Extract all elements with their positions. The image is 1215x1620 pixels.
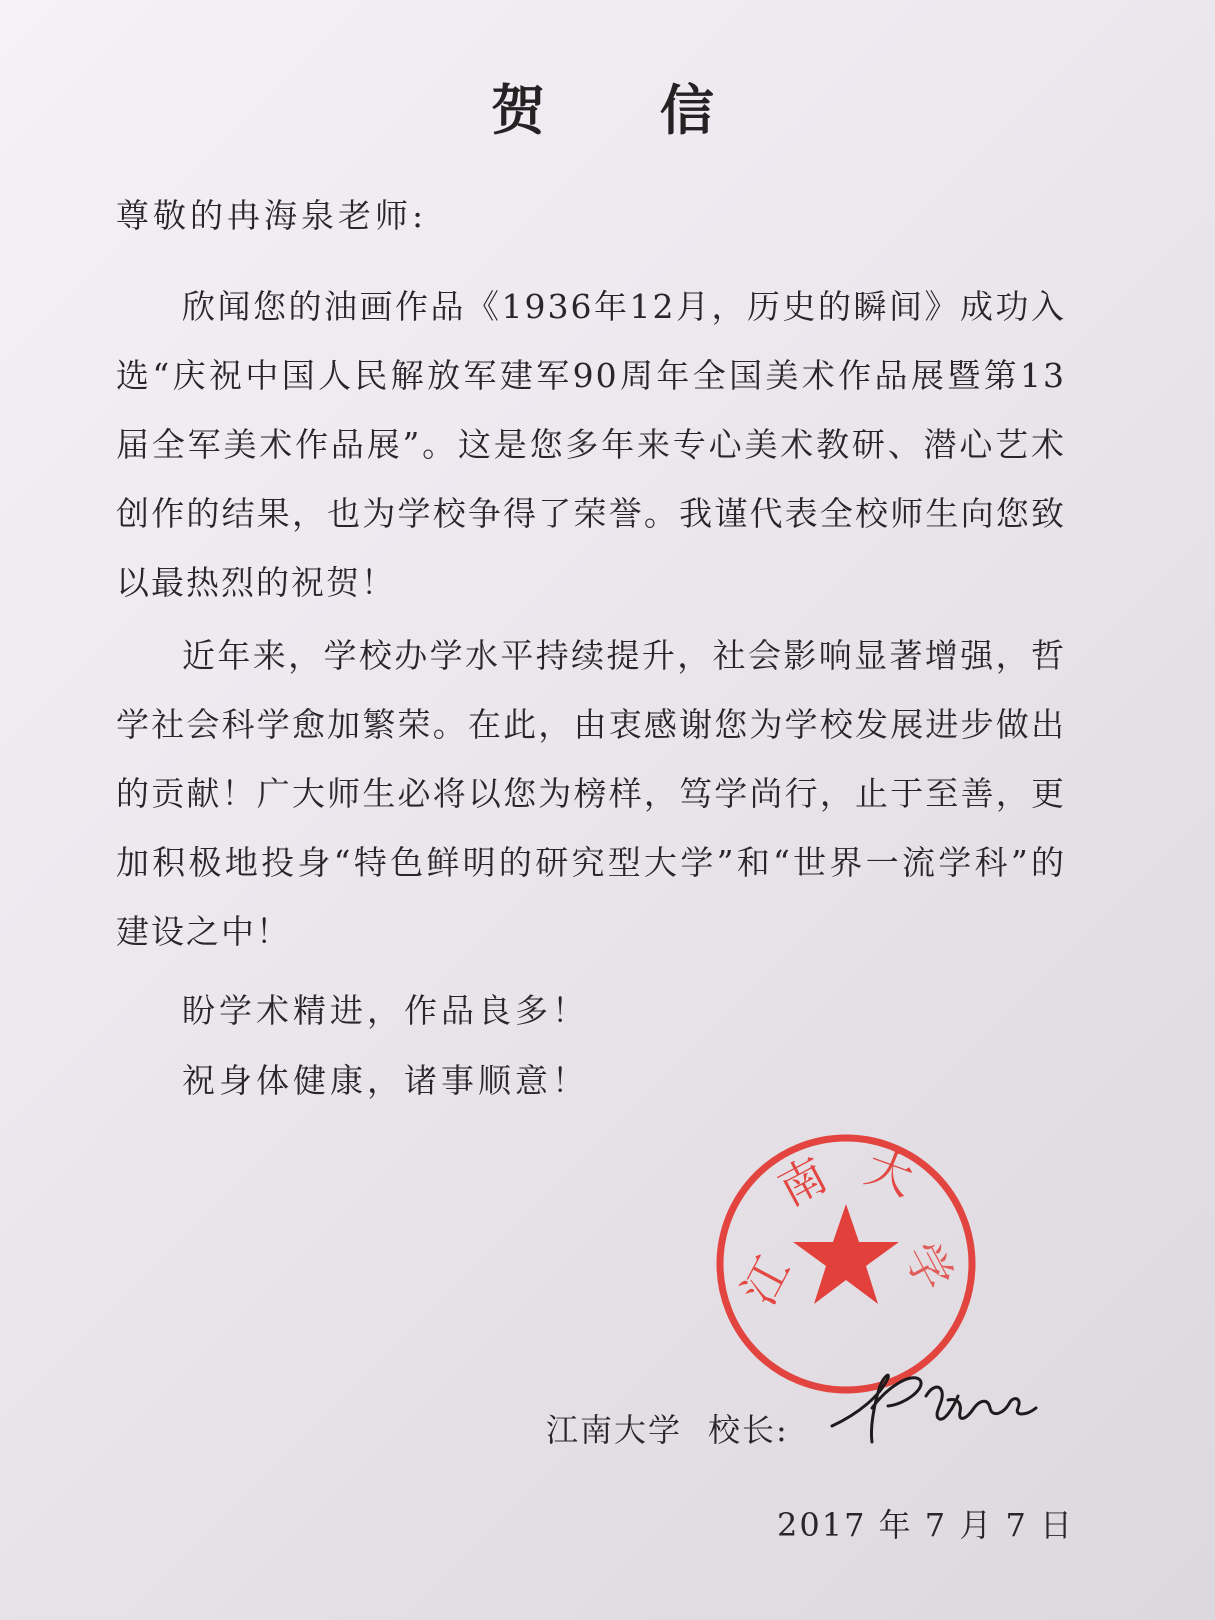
institution-name: 江南大学 (546, 1411, 683, 1449)
paragraph-congratulation: 欣闻您的油画作品《1936年12月，历史的瞬间》成功入选“庆祝中国人民解放军建军90周年全国美术作品展暨第13届全军美术作品展”。这是您多年来专心美术教研、潜心艺术创作的结果，也为学校争得了荣誉。我谨代表全校师生向您致以最热烈的祝贺！ (116, 287, 1066, 602)
paragraph-school-progress: 近年来，学校办学水平持续提升，社会影响显著增强，哲学社会科学愈加繁荣。在此，由衷感谢您为学校发展进步做出的贡献！广大师生必将以您为榜样，笃学尚行，止于至善，更加积极地投身“特色鲜明的研究型大学”和“世界一流学科”的建设之中！ (116, 636, 1066, 951)
signatory-role: 校长: (708, 1411, 789, 1449)
letter-date: 2017 年 7 月 7 日 (777, 1506, 1075, 1544)
handwritten-signature (828, 1356, 1048, 1452)
svg-text:南: 南 (769, 1147, 836, 1217)
closing-wish-health: 祝身体健康，诸事顺意！ (182, 1061, 589, 1100)
svg-text:大: 大 (858, 1139, 921, 1207)
closing-wish-academic: 盼学术精进，作品良多！ (182, 991, 589, 1030)
signature-line (546, 1405, 789, 1451)
svg-text:学: 学 (893, 1233, 963, 1300)
svg-text:江: 江 (731, 1247, 801, 1314)
salutation: 尊敬的冉海泉老师: (116, 196, 428, 235)
letter-title: 贺 信 (491, 79, 762, 142)
seal-star-icon (793, 1204, 899, 1304)
